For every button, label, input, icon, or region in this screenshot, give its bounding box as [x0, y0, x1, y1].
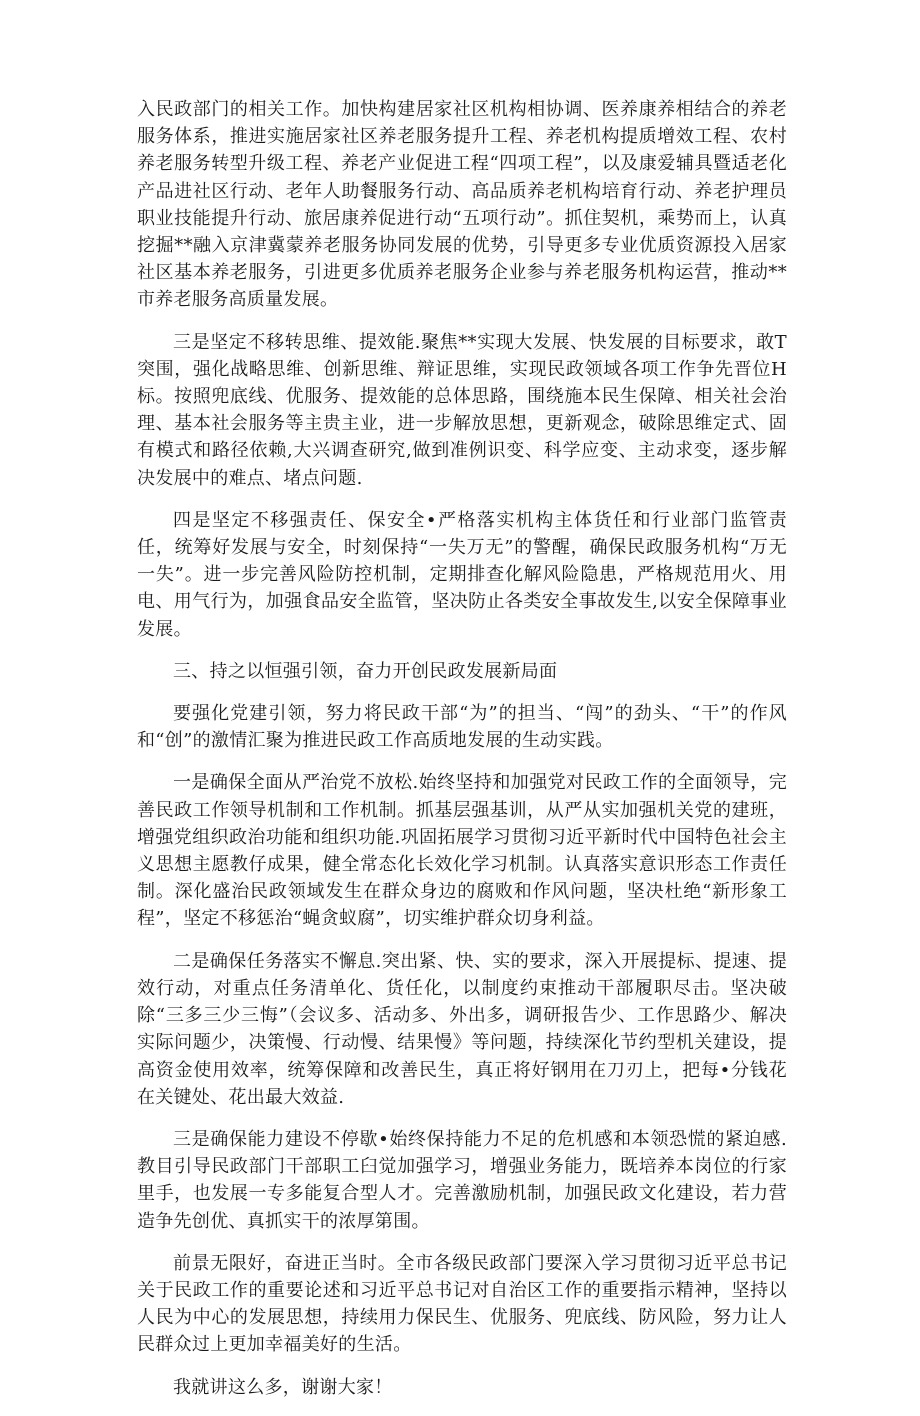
paragraph-strict-governance: 一是确保全面从严治党不放松.始终坚持和加强党对民政工作的全面领导，完善民政工作领导机制和工作机制。抓基层强基训，从严从实加强机关党的建班，增强党组织政治功能和组织功能.巩固拓展学习贯彻习近平新时代中国特色社会主义思想主愿教仔成果，健全常态化长效化学习机制。认真落实意识形态工作责任制。深化盛治民政领域发生在群众身边的腐败和作风问题，坚决杜绝“新形象工程”，坚定不移惩治“蝇贪蚁腐”，切实维护群众切身利益。 — [137, 772, 787, 930]
section-heading-three: 三、持之以恒强引领，奋力开创民政发展新局面 — [173, 660, 558, 682]
paragraph-elderly-care-services: 入民政部门的相关工作。加快构建居家社区机构相协调、医养康养相结合的养老服务体系，推进实施居家社区养老服务提升工程、养老机构提质增效工程、农村养老服务转型升级工程、养老产业促进工程“四项工程”，以及康爱辅具暨适老化产品进社区行动、老年人助餐服务行动、高品质养老机构培育行动、养老护理员职业技能提升行动、旅居康养促进行动“五项行动”。抓住契机，乘势而上，认真挖掘**融入京津冀蒙养老服务协同发展的优势，引导更多专业优质资源投入居家社区基本养老服务，引进更多优质养老服务企业参与养老服务机构运营，推动**市养老服务高质量发展。 — [137, 99, 787, 311]
document-body — [137, 96, 787, 1416]
paragraph-closing-remark: 我就讲这么多，谢谢大家！ — [173, 1376, 393, 1398]
paragraph-capacity-building: 三是确保能力建设不停歇•始终保持能力不足的危机感和本领恐慌的紧迫感.教目引导民政部门干部职工臼觉加强学习，增强业务能力，既培养本岗位的行家里手，也发展一专多能复合型人才。完善激励机制，加强民政文化建设，若力营造争先创优、真抓实干的浓厚第围。 — [137, 1128, 787, 1232]
paragraph-change-thinking: 三是坚定不移转思维、提效能.聚焦**实现大发展、快发展的目标要求，敢T突围，强化战略思维、创新思维、辩证思维，实现民政领域各项工作争先晋位H标。按照兜底线、优服务、提效能的总体思路，围绕施本民生保障、相关社会治理、基本社会服务等主贵主业，进一步解放思想，更新观念，破除思维定式、固有模式和路径依赖,大兴调查研究,做到准例识变、科学应变、主动求变，逐步解决发展中的难点、堵点问题. — [137, 331, 787, 489]
paragraph-party-leadership-intro: 要强化党建引领，努力将民政干部“为”的担当、“闯”的劲头、“干”的作风和“创”的激情汇聚为推进民政工作高质地发展的生动实践。 — [137, 703, 787, 752]
paragraph-conclusion: 前景无限好，奋进正当时。全市各级民政部门要深入学习贯彻习近平总书记关于民政工作的重要论述和习近平总书记对自治区工作的重要指示精神，坚持以人民为中心的发展思想，持续用力保民生、优服务、兜底线、防风险，努力让人民群众过上更加幸福美好的生活。 — [137, 1252, 787, 1356]
paragraph-responsibility-safety: 四是坚定不移强责任、保安全•严格落实机构主体货任和行业部门监管责任，统筹好发展与安全，时刻保持“一失万无”的警醒，确保民政服务机构“万无一失”。进一步完善风险防控机制，定期排查化解风险隐患，严格规范用火、用电、用气行为，加强食品安全监管，坚决防止各类安全事故发生,以安全保障事业发展。 — [137, 509, 787, 640]
paragraph-task-implementation: 二是确保任务落实不懈息.突出紧、快、实的要求，深入开展提标、提速、提效行动，对重点任务清单化、货任化，以制度约束推动干部履职尽击。坚决破除“三多三少三悔”（会议多、活动多、外出多，调研报告少、工作思路少、解决实际问题少，决策慢、行动慢、结果慢》等问题，持续深化节约型机关建设，提高资金使用效率，统筹保障和改善民生，真正将好钢用在刀刃上，把每•分钱花在关键处、花出最大效益. — [137, 950, 787, 1108]
